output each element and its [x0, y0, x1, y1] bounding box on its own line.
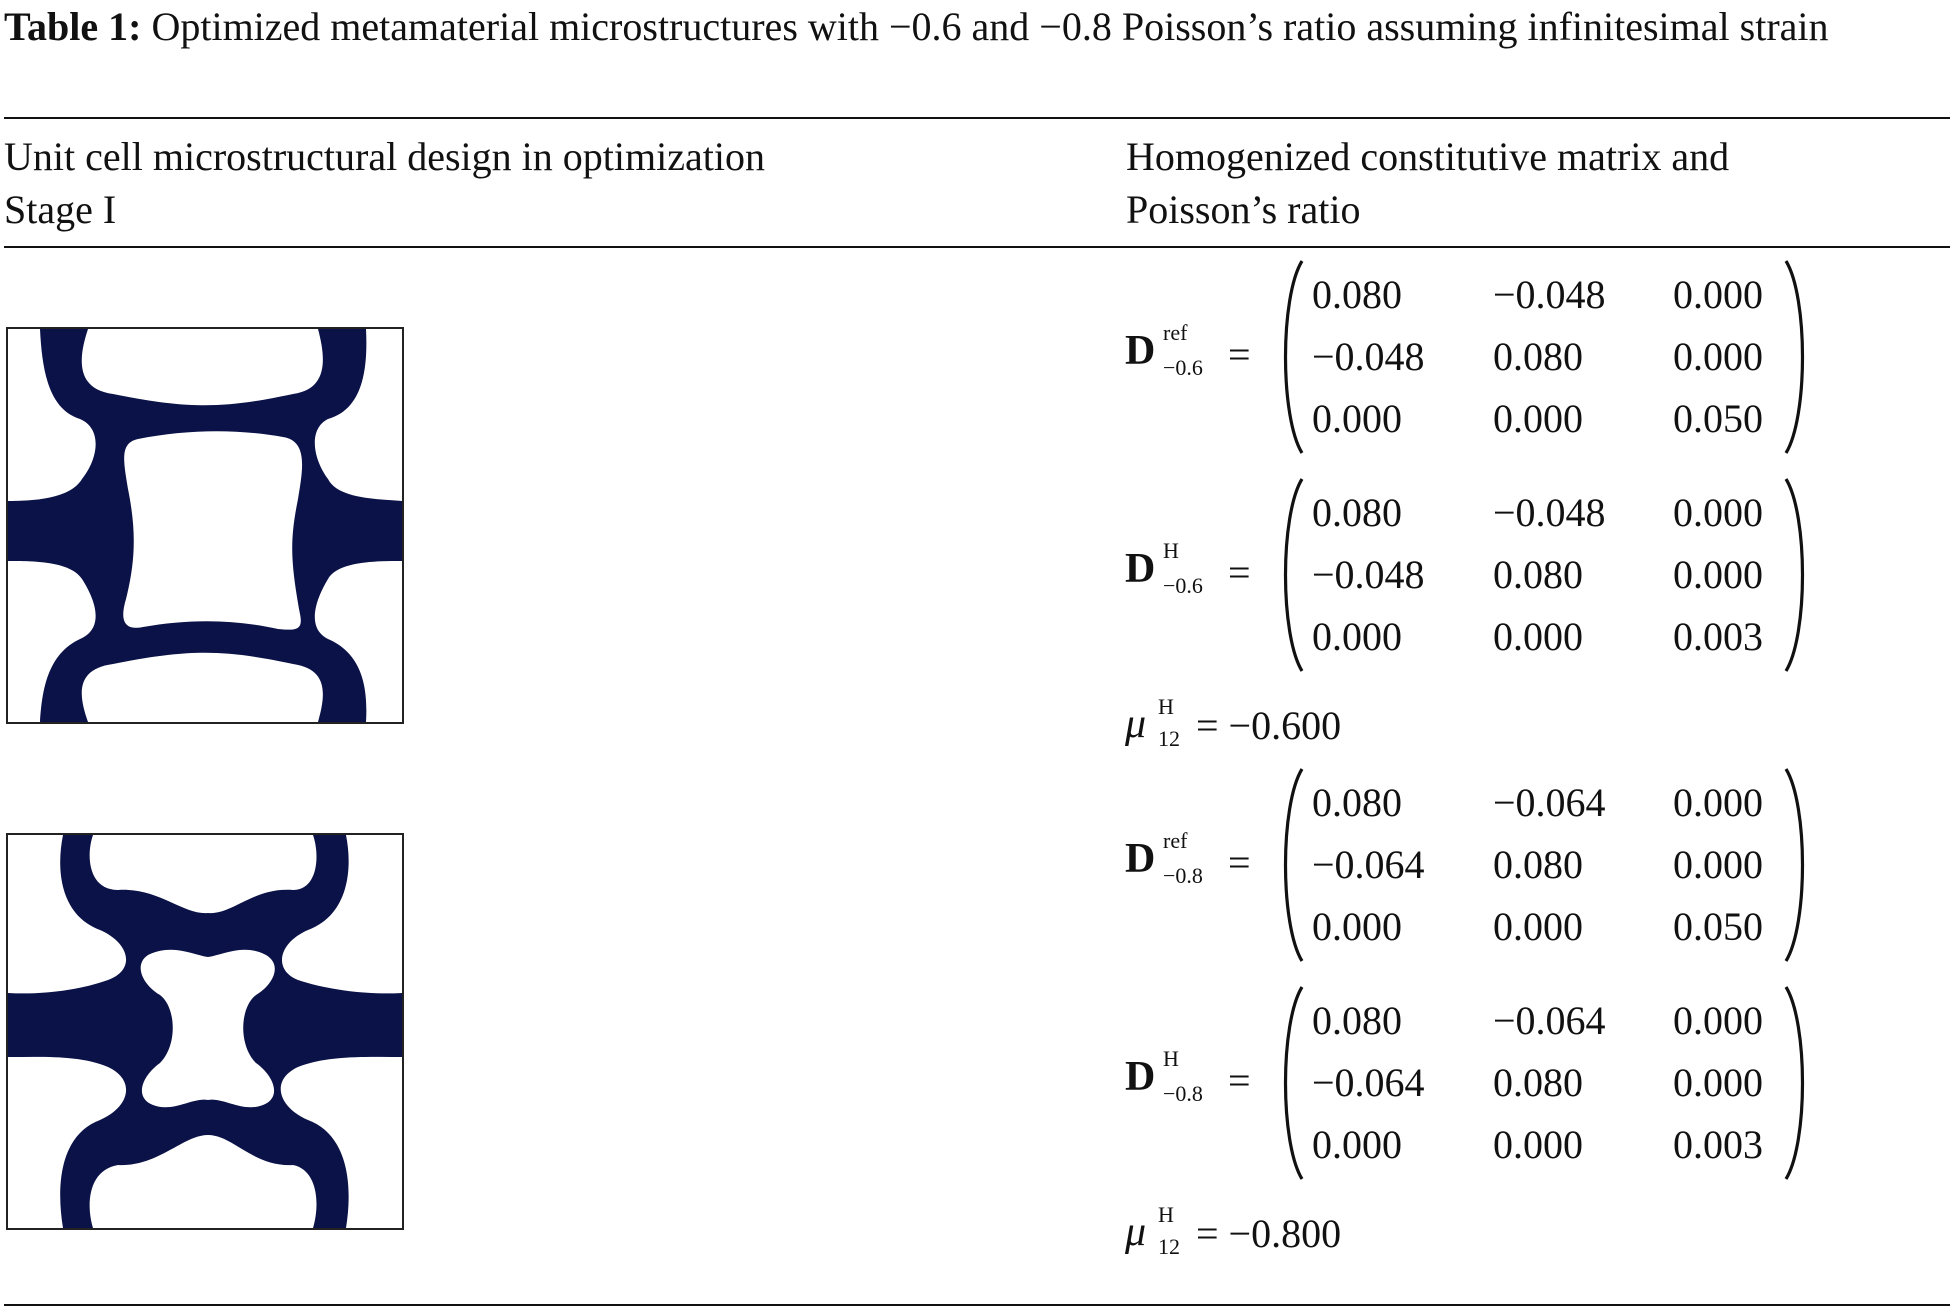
header-col1: [4, 130, 765, 236]
matrix-entry: 0.080: [1312, 490, 1402, 535]
matrix-ref-2-superscript: ref: [1163, 828, 1188, 853]
poisson-ratio-2-value: = −0.800: [1196, 1211, 1342, 1256]
matrix-entry: 0.050: [1673, 904, 1763, 949]
matrix-hom-2-subscript: −0.8: [1163, 1081, 1203, 1106]
header-col1-line2: Stage I: [4, 187, 117, 232]
matrix-entry: 0.080: [1493, 552, 1583, 597]
matrix-entry: 0.000: [1673, 552, 1763, 597]
poisson-ratio-2-superscript: H: [1158, 1202, 1174, 1227]
matrix-entry: 0.080: [1312, 780, 1402, 825]
matrix-entry: 0.000: [1312, 904, 1402, 949]
matrix-entry: 0.080: [1493, 334, 1583, 379]
matrix-hom-1-superscript: H: [1163, 538, 1179, 563]
matrix-entry: 0.000: [1493, 614, 1583, 659]
matrix-entry: 0.080: [1493, 1060, 1583, 1105]
matrix-entry: 0.050: [1673, 396, 1763, 441]
matrix-ref-2-right-paren: [1780, 765, 1810, 965]
matrix-ref-2-subscript: −0.8: [1163, 863, 1203, 888]
unit-cell-image-2: [6, 833, 404, 1230]
poisson-ratio-1-subscript: 12: [1158, 726, 1180, 751]
matrix-entry: 0.000: [1493, 1122, 1583, 1167]
header-col1-line1: Unit cell microstructural design in optimization: [4, 134, 765, 179]
matrix-hom-1-left-paren: [1278, 475, 1308, 675]
poisson-ratio-2-subscript: 12: [1158, 1234, 1180, 1259]
matrix-hom-1-equals: =: [1228, 550, 1251, 595]
caption-text: Optimized metamaterial microstructures with −0.6 and −0.8 Poisson’s ratio assuming infinitesimal strain: [151, 4, 1829, 49]
matrix-hom-1-subscript: −0.6: [1163, 573, 1203, 598]
header-col2: [1126, 130, 1729, 236]
matrix-entry: −0.064: [1493, 998, 1606, 1043]
header-col2-line2: Poisson’s ratio: [1126, 187, 1361, 232]
table-label: Table 1:: [4, 4, 142, 49]
poisson-ratio-1-value: = −0.600: [1196, 703, 1342, 748]
table-caption: [4, 0, 1950, 54]
matrix-ref-1-subscript: −0.6: [1163, 355, 1203, 380]
matrix-hom-2-symbol: D: [1125, 1054, 1156, 1100]
matrix-entry: −0.064: [1312, 842, 1425, 887]
matrix-entry: 0.000: [1312, 396, 1402, 441]
matrix-entry: 0.080: [1312, 272, 1402, 317]
matrix-ref-1-left-paren: [1278, 257, 1308, 457]
top-rule: [4, 117, 1950, 119]
matrix-hom-2-right-paren: [1780, 983, 1810, 1183]
matrix-entry: 0.080: [1493, 842, 1583, 887]
poisson-ratio-1-superscript: H: [1158, 694, 1174, 719]
matrix-entry: 0.003: [1673, 1122, 1763, 1167]
matrix-entry: 0.000: [1673, 334, 1763, 379]
unit-cell-image-1: [6, 327, 404, 724]
unit-cell-figure-2: [8, 835, 402, 1228]
matrix-entry: 0.000: [1673, 490, 1763, 535]
matrix-hom-1-right-paren: [1780, 475, 1810, 675]
matrix-entry: 0.000: [1673, 272, 1763, 317]
matrix-entry: 0.000: [1673, 1060, 1763, 1105]
matrix-ref-1-superscript: ref: [1163, 320, 1188, 345]
matrix-entry: 0.000: [1673, 780, 1763, 825]
matrix-entry: 0.003: [1673, 614, 1763, 659]
matrix-entry: −0.048: [1312, 334, 1425, 379]
matrix-entry: 0.000: [1493, 904, 1583, 949]
matrix-entry: 0.000: [1673, 998, 1763, 1043]
header-rule: [4, 246, 1950, 248]
matrix-entry: 0.080: [1312, 998, 1402, 1043]
matrix-entry: −0.048: [1312, 552, 1425, 597]
matrix-hom-2-equals: =: [1228, 1058, 1251, 1103]
unit-cell-figure-1: [8, 329, 402, 722]
matrix-entry: −0.064: [1312, 1060, 1425, 1105]
matrix-entry: −0.048: [1493, 490, 1606, 535]
matrix-hom-1-symbol: D: [1125, 546, 1156, 592]
matrix-entry: −0.048: [1493, 272, 1606, 317]
matrix-entry: 0.000: [1493, 396, 1583, 441]
matrix-entry: 0.000: [1312, 614, 1402, 659]
matrix-ref-1-right-paren: [1780, 257, 1810, 457]
matrix-ref-2-symbol: D: [1125, 836, 1156, 882]
matrix-ref-1-symbol: D: [1125, 328, 1156, 374]
poisson-ratio-2-symbol: μ: [1125, 1209, 1147, 1255]
matrix-entry: 0.000: [1312, 1122, 1402, 1167]
matrix-ref-2-left-paren: [1278, 765, 1308, 965]
matrix-hom-2-superscript: H: [1163, 1046, 1179, 1071]
matrix-hom-2-left-paren: [1278, 983, 1308, 1183]
matrix-ref-1-equals: =: [1228, 332, 1251, 377]
matrix-entry: 0.000: [1673, 842, 1763, 887]
poisson-ratio-1-symbol: μ: [1125, 701, 1147, 747]
matrix-entry: −0.064: [1493, 780, 1606, 825]
header-col2-line1: Homogenized constitutive matrix and: [1126, 134, 1730, 179]
bottom-rule: [4, 1304, 1950, 1306]
matrix-ref-2-equals: =: [1228, 840, 1251, 885]
